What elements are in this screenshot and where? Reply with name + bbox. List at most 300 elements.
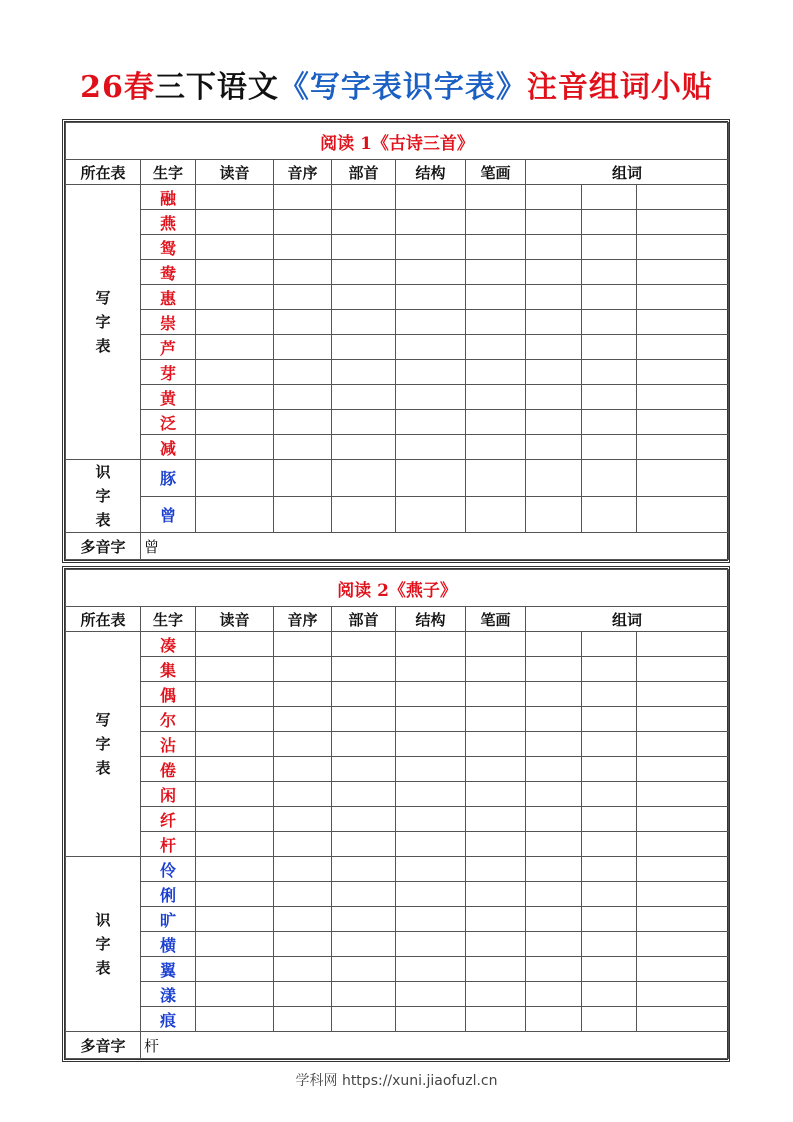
character-cell: 倦 [141,757,196,782]
word-cell[interactable] [637,260,729,285]
group-label-char: 表 [95,337,111,355]
table-row [66,360,729,385]
word-cell[interactable] [526,260,582,285]
group-label-char: 表 [95,959,111,977]
word-cell[interactable] [582,832,637,857]
word-cell[interactable] [582,957,637,982]
character-cell: 曾 [141,496,196,533]
radical-cell[interactable] [332,210,396,235]
word-cell[interactable] [582,385,637,410]
initial-cell[interactable] [274,210,332,235]
radical-cell[interactable] [332,807,396,832]
table-row [66,757,729,782]
table-row [66,385,729,410]
column-initial: 音序 [274,607,332,632]
word-cell[interactable] [526,682,582,707]
word-cell[interactable] [637,185,729,210]
structure-cell[interactable] [396,682,466,707]
radical-cell[interactable] [332,185,396,210]
initial-cell[interactable] [274,1007,332,1032]
radical-cell[interactable] [332,335,396,360]
column-character: 生字 [141,160,196,185]
pronunciation-cell[interactable] [196,732,274,757]
word-cell[interactable] [526,210,582,235]
word-cell[interactable] [637,857,729,882]
word-cell[interactable] [637,782,729,807]
strokes-cell[interactable] [466,782,526,807]
group-label-char: 识 [95,911,111,929]
strokes-cell[interactable] [466,496,526,533]
strokes-cell[interactable] [466,385,526,410]
pronunciation-cell[interactable] [196,932,274,957]
table-row [66,982,729,1007]
title-part-2: 三下语文 [154,70,279,105]
word-cell[interactable] [582,682,637,707]
pronunciation-cell[interactable] [196,310,274,335]
column-radical: 部首 [332,160,396,185]
word-cell[interactable] [526,335,582,360]
word-cell[interactable] [637,435,729,460]
word-cell[interactable] [637,310,729,335]
word-cell[interactable] [526,385,582,410]
strokes-cell[interactable] [466,657,526,682]
character-cell: 黄 [141,385,196,410]
table-row [66,210,729,235]
structure-cell[interactable] [396,310,466,335]
group-label-char: 识 [95,463,111,481]
character-cell: 横 [141,932,196,957]
structure-cell[interactable] [396,435,466,460]
strokes-cell[interactable] [466,907,526,932]
word-cell[interactable] [637,757,729,782]
strokes-cell[interactable] [466,360,526,385]
strokes-cell[interactable] [466,210,526,235]
structure-cell[interactable] [396,1007,466,1032]
word-cell[interactable] [637,335,729,360]
structure-cell[interactable] [396,235,466,260]
structure-cell[interactable] [396,732,466,757]
word-cell[interactable] [582,907,637,932]
word-cell[interactable] [526,732,582,757]
word-cell[interactable] [637,1007,729,1032]
word-cell[interactable] [637,285,729,310]
radical-cell[interactable] [332,682,396,707]
word-cell[interactable] [637,632,729,657]
initial-cell[interactable] [274,982,332,1007]
character-cell: 融 [141,185,196,210]
radical-cell[interactable] [332,435,396,460]
strokes-cell[interactable] [466,932,526,957]
title-part-3: 《写字表识字表》 [278,70,527,105]
strokes-cell[interactable] [466,857,526,882]
table-row [66,807,729,832]
structure-cell[interactable] [396,832,466,857]
initial-cell[interactable] [274,632,332,657]
radical-cell[interactable] [332,882,396,907]
structure-cell[interactable] [396,335,466,360]
radical-cell[interactable] [332,496,396,533]
radical-cell[interactable] [332,410,396,435]
radical-cell[interactable] [332,360,396,385]
column-location: 所在表 [66,607,141,632]
column-strokes: 笔画 [466,160,526,185]
structure-cell[interactable] [396,632,466,657]
initial-cell[interactable] [274,857,332,882]
pronunciation-cell[interactable] [196,707,274,732]
strokes-cell[interactable] [466,632,526,657]
word-cell[interactable] [582,460,637,497]
radical-cell[interactable] [332,907,396,932]
strokes-cell[interactable] [466,807,526,832]
initial-cell[interactable] [274,285,332,310]
structure-cell[interactable] [396,460,466,497]
pronunciation-cell[interactable] [196,235,274,260]
initial-cell[interactable] [274,460,332,497]
radical-cell[interactable] [332,385,396,410]
structure-cell[interactable] [396,957,466,982]
word-cell[interactable] [526,185,582,210]
word-cell[interactable] [582,882,637,907]
structure-cell[interactable] [396,185,466,210]
pronunciation-cell[interactable] [196,882,274,907]
word-cell[interactable] [526,932,582,957]
column-words: 组词 [526,160,729,185]
structure-cell[interactable] [396,260,466,285]
pronunciation-cell[interactable] [196,682,274,707]
initial-cell[interactable] [274,707,332,732]
strokes-cell[interactable] [466,757,526,782]
character-cell: 芦 [141,335,196,360]
word-cell[interactable] [637,982,729,1007]
word-cell[interactable] [526,807,582,832]
word-cell[interactable] [637,210,729,235]
initial-cell[interactable] [274,185,332,210]
group-label-char: 字 [95,313,111,331]
word-cell[interactable] [526,410,582,435]
pronunciation-cell[interactable] [196,857,274,882]
radical-cell[interactable] [332,732,396,757]
word-cell[interactable] [582,335,637,360]
word-cell[interactable] [526,982,582,1007]
word-cell[interactable] [637,657,729,682]
group-label-char: 写 [95,711,111,729]
word-cell[interactable] [582,410,637,435]
column-initial: 音序 [274,160,332,185]
word-cell[interactable] [637,235,729,260]
initial-cell[interactable] [274,882,332,907]
pronunciation-cell[interactable] [196,757,274,782]
table-row [66,857,729,882]
word-cell[interactable] [582,932,637,957]
table-row [66,235,729,260]
pronunciation-cell[interactable] [196,957,274,982]
word-cell[interactable] [637,807,729,832]
column-radical: 部首 [332,607,396,632]
radical-cell[interactable] [332,657,396,682]
word-cell[interactable] [526,235,582,260]
character-cell: 俐 [141,882,196,907]
strokes-cell[interactable] [466,682,526,707]
polyphone-label: 多音字 [66,533,141,560]
radical-cell[interactable] [332,757,396,782]
structure-cell[interactable] [396,657,466,682]
word-cell[interactable] [526,1007,582,1032]
word-cell[interactable] [637,707,729,732]
pronunciation-cell[interactable] [196,260,274,285]
radical-cell[interactable] [332,832,396,857]
word-cell[interactable] [582,310,637,335]
word-cell[interactable] [582,807,637,832]
footer-watermark: 学科网 https://xuni.jiaofuzl.cn [295,1073,498,1089]
structure-cell[interactable] [396,757,466,782]
initial-cell[interactable] [274,410,332,435]
worksheet-grid [65,569,729,1059]
word-cell[interactable] [526,657,582,682]
table-row [66,732,729,757]
character-cell: 翼 [141,957,196,982]
word-cell[interactable] [582,732,637,757]
character-cell: 集 [141,657,196,682]
initial-cell[interactable] [274,360,332,385]
word-cell[interactable] [637,907,729,932]
word-cell[interactable] [582,285,637,310]
pronunciation-cell[interactable] [196,285,274,310]
strokes-cell[interactable] [466,435,526,460]
character-cell: 闲 [141,782,196,807]
pronunciation-cell[interactable] [196,435,274,460]
radical-cell[interactable] [332,260,396,285]
word-cell[interactable] [582,260,637,285]
group-label-read [66,460,141,533]
initial-cell[interactable] [274,682,332,707]
word-cell[interactable] [526,707,582,732]
word-cell[interactable] [526,782,582,807]
strokes-cell[interactable] [466,982,526,1007]
strokes-cell[interactable] [466,335,526,360]
strokes-cell[interactable] [466,832,526,857]
group-label-char: 表 [95,759,111,777]
word-cell[interactable] [582,185,637,210]
strokes-cell[interactable] [466,260,526,285]
strokes-cell[interactable] [466,310,526,335]
word-cell[interactable] [582,632,637,657]
initial-cell[interactable] [274,435,332,460]
word-cell[interactable] [526,435,582,460]
table-row [66,957,729,982]
structure-cell[interactable] [396,496,466,533]
table-row [66,460,729,497]
word-cell[interactable] [637,496,729,533]
worksheet-table-2 [62,566,730,1062]
group-label-write [66,632,141,857]
radical-cell[interactable] [332,782,396,807]
word-cell[interactable] [582,210,637,235]
radical-cell[interactable] [332,1007,396,1032]
word-cell[interactable] [637,360,729,385]
pronunciation-cell[interactable] [196,360,274,385]
pronunciation-cell[interactable] [196,385,274,410]
table-row [66,410,729,435]
word-cell[interactable] [526,285,582,310]
structure-cell[interactable] [396,907,466,932]
radical-cell[interactable] [332,957,396,982]
group-label-char: 字 [95,487,111,505]
table-row [66,496,729,533]
structure-cell[interactable] [396,857,466,882]
radical-cell[interactable] [332,857,396,882]
initial-cell[interactable] [274,235,332,260]
table-row [66,682,729,707]
word-cell[interactable] [637,732,729,757]
word-cell[interactable] [526,460,582,497]
word-cell[interactable] [582,657,637,682]
table-row [66,310,729,335]
word-cell[interactable] [582,1007,637,1032]
word-cell[interactable] [526,310,582,335]
structure-cell[interactable] [396,285,466,310]
word-cell[interactable] [637,832,729,857]
structure-cell[interactable] [396,982,466,1007]
table-row [66,435,729,460]
word-cell[interactable] [582,982,637,1007]
word-cell[interactable] [582,857,637,882]
structure-cell[interactable] [396,385,466,410]
word-cell[interactable] [582,782,637,807]
word-cell[interactable] [526,496,582,533]
word-cell[interactable] [526,857,582,882]
word-cell[interactable] [637,385,729,410]
pronunciation-cell[interactable] [196,632,274,657]
pronunciation-cell[interactable] [196,782,274,807]
table-row [66,260,729,285]
word-cell[interactable] [526,360,582,385]
strokes-cell[interactable] [466,882,526,907]
word-cell[interactable] [526,907,582,932]
structure-cell[interactable] [396,360,466,385]
initial-cell[interactable] [274,657,332,682]
word-cell[interactable] [582,707,637,732]
pronunciation-cell[interactable] [196,1007,274,1032]
pronunciation-cell[interactable] [196,657,274,682]
table-caption: 阅读 1《古诗三首》 [66,123,729,160]
structure-cell[interactable] [396,932,466,957]
structure-cell[interactable] [396,707,466,732]
initial-cell[interactable] [274,807,332,832]
table-row [66,882,729,907]
strokes-cell[interactable] [466,460,526,497]
structure-cell[interactable] [396,210,466,235]
character-cell: 漾 [141,982,196,1007]
character-cell: 崇 [141,310,196,335]
pronunciation-cell[interactable] [196,460,274,497]
radical-cell[interactable] [332,460,396,497]
initial-cell[interactable] [274,496,332,533]
pronunciation-cell[interactable] [196,210,274,235]
strokes-cell[interactable] [466,185,526,210]
strokes-cell[interactable] [466,410,526,435]
initial-cell[interactable] [274,310,332,335]
structure-cell[interactable] [396,807,466,832]
structure-cell[interactable] [396,410,466,435]
word-cell[interactable] [637,460,729,497]
pronunciation-cell[interactable] [196,496,274,533]
character-cell: 鸳 [141,235,196,260]
pronunciation-cell[interactable] [196,185,274,210]
table-row [66,832,729,857]
initial-cell[interactable] [274,335,332,360]
strokes-cell[interactable] [466,235,526,260]
word-cell[interactable] [582,757,637,782]
word-cell[interactable] [637,957,729,982]
initial-cell[interactable] [274,907,332,932]
pronunciation-cell[interactable] [196,982,274,1007]
character-cell: 痕 [141,1007,196,1032]
word-cell[interactable] [637,882,729,907]
word-cell[interactable] [637,410,729,435]
pronunciation-cell[interactable] [196,807,274,832]
radical-cell[interactable] [332,707,396,732]
pronunciation-cell[interactable] [196,335,274,360]
radical-cell[interactable] [332,932,396,957]
title-part-1: 26春 [80,70,155,105]
column-location: 所在表 [66,160,141,185]
word-cell[interactable] [582,435,637,460]
initial-cell[interactable] [274,732,332,757]
word-cell[interactable] [526,882,582,907]
character-cell: 凑 [141,632,196,657]
structure-cell[interactable] [396,882,466,907]
structure-cell[interactable] [396,782,466,807]
initial-cell[interactable] [274,932,332,957]
strokes-cell[interactable] [466,957,526,982]
word-cell[interactable] [582,496,637,533]
word-cell[interactable] [526,957,582,982]
word-cell[interactable] [526,757,582,782]
character-cell: 沾 [141,732,196,757]
pronunciation-cell[interactable] [196,907,274,932]
strokes-cell[interactable] [466,707,526,732]
initial-cell[interactable] [274,385,332,410]
initial-cell[interactable] [274,260,332,285]
character-cell: 杆 [141,832,196,857]
word-cell[interactable] [582,235,637,260]
radical-cell[interactable] [332,310,396,335]
initial-cell[interactable] [274,832,332,857]
radical-cell[interactable] [332,285,396,310]
character-cell: 旷 [141,907,196,932]
radical-cell[interactable] [332,632,396,657]
initial-cell[interactable] [274,957,332,982]
pronunciation-cell[interactable] [196,410,274,435]
radical-cell[interactable] [332,982,396,1007]
word-cell[interactable] [582,360,637,385]
word-cell[interactable] [526,632,582,657]
radical-cell[interactable] [332,235,396,260]
group-label-read [66,857,141,1032]
word-cell[interactable] [637,682,729,707]
word-cell[interactable] [637,932,729,957]
initial-cell[interactable] [274,757,332,782]
word-cell[interactable] [526,832,582,857]
strokes-cell[interactable] [466,732,526,757]
strokes-cell[interactable] [466,285,526,310]
initial-cell[interactable] [274,782,332,807]
polyphone-value: 杆 [141,1032,729,1059]
group-label-char: 字 [95,735,111,753]
strokes-cell[interactable] [466,1007,526,1032]
page-title [0,66,793,110]
pronunciation-cell[interactable] [196,832,274,857]
